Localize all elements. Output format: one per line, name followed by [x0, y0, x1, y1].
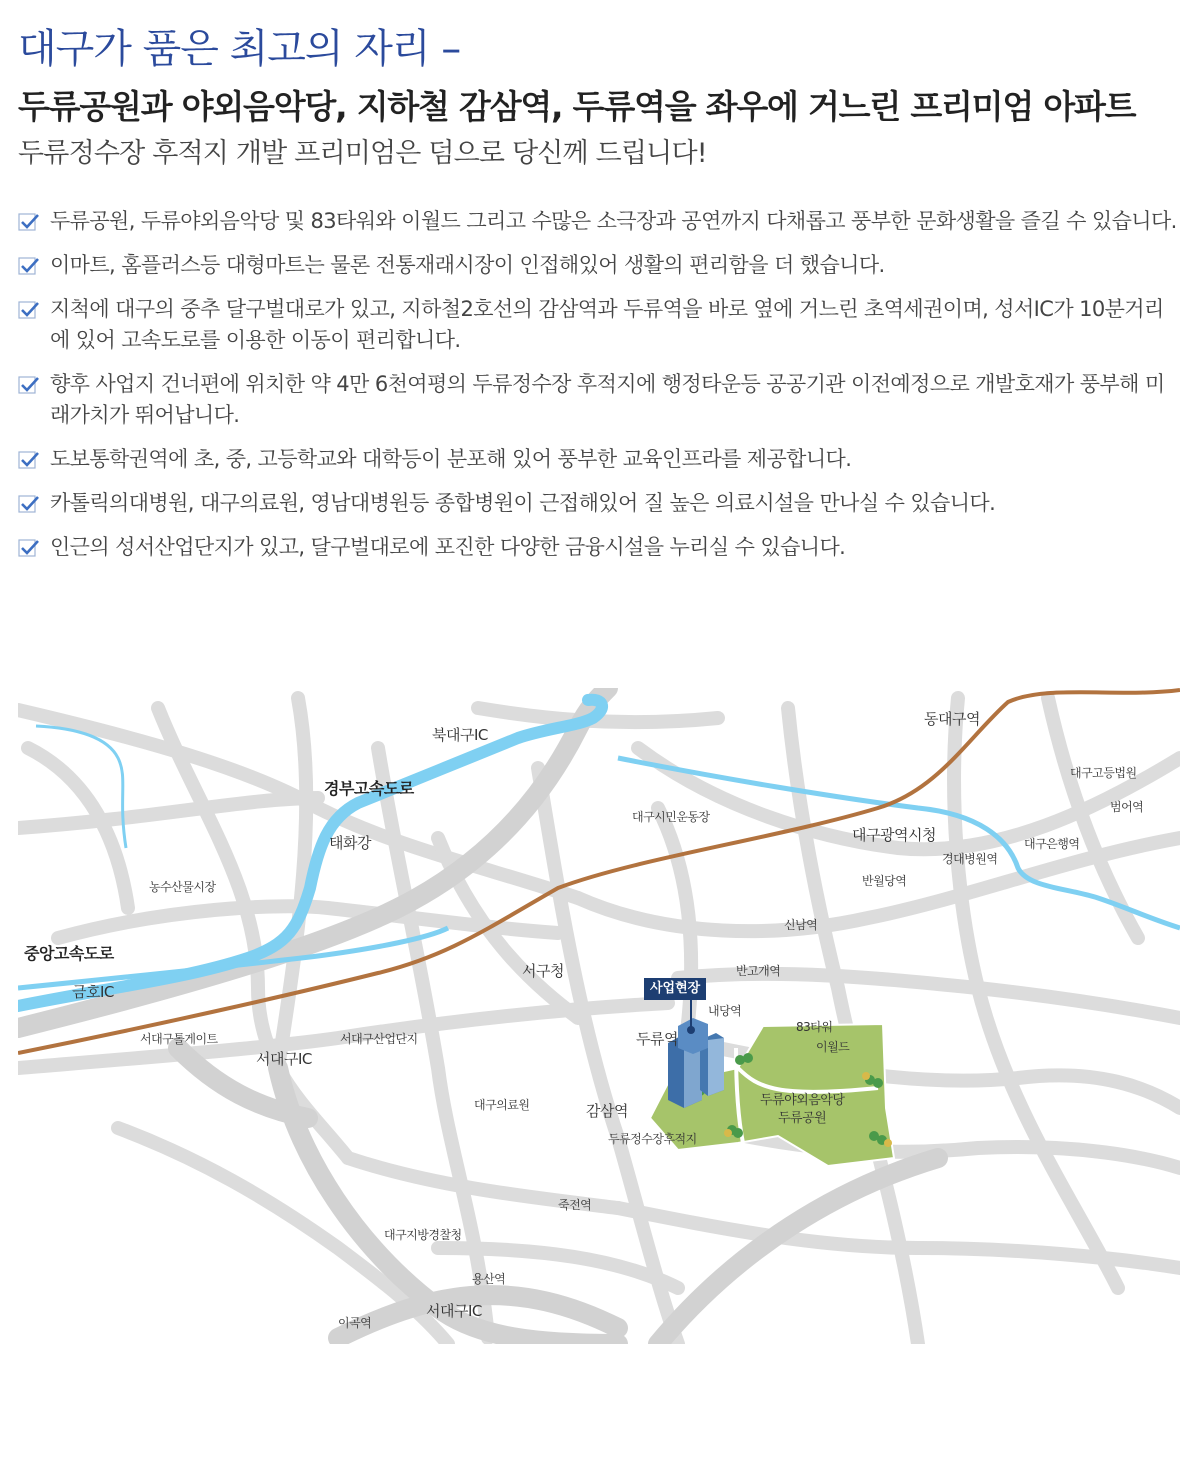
feature-text: 이마트, 홈플러스등 대형마트는 물론 전통재래시장이 인접해있어 생활의 편리함을 더 했습니다. [50, 253, 885, 277]
map-graphic [18, 688, 1180, 1344]
label-sinnam-station: 신남역 [784, 918, 818, 932]
label-jungang-expressway: 중앙고속도로 [24, 944, 114, 963]
label-gamsam-station: 감삼역 [586, 1102, 628, 1120]
check-icon [18, 539, 40, 557]
label-duryu-station: 두류역 [636, 1030, 678, 1048]
feature-list [18, 206, 1183, 576]
label-bango-station: 반고개역 [736, 964, 781, 978]
check-icon [18, 301, 40, 319]
label-banwoldang-station: 반월당역 [862, 874, 907, 888]
list-item [18, 444, 1183, 475]
check-icon [18, 376, 40, 394]
label-bukdaegu-ic: 북대구IC [432, 726, 488, 744]
feature-text: 지척에 대구의 중추 달구벌대로가 있고, 지하철2호선의 감삼역과 두류역을 바로 옆에 거느린 초역세권이며, 성서IC가 10분거리에 있어 고속도로를 이용한 이동이 편리합니다. [50, 297, 1164, 352]
label-taehwa-river: 태화강 [329, 834, 371, 852]
label-naedang-station: 내당역 [708, 1004, 742, 1018]
label-seodaegu-ic: 서대구IC [256, 1050, 312, 1068]
check-icon [18, 213, 40, 231]
label-water-plant-site: 두류정수장후적지 [608, 1132, 697, 1146]
check-icon [18, 257, 40, 275]
location-map [18, 688, 1180, 1344]
list-item [18, 488, 1183, 519]
feature-text: 향후 사업지 건너편에 위치한 약 4만 6천여평의 두류정수장 후적지에 행정타운등 공공기관 이전예정으로 개발호재가 풍부해 미래가치가 뛰어납니다. [50, 372, 1165, 427]
label-geumho-ic: 금호IC [72, 983, 114, 1001]
list-item [18, 206, 1183, 237]
label-yongsan-station: 용산역 [472, 1272, 506, 1286]
label-eworld: 이월드 [816, 1040, 850, 1054]
site-pin-icon [687, 1026, 695, 1034]
check-icon [18, 495, 40, 513]
feature-text: 카톨릭의대병원, 대구의료원, 영남대병원등 종합병원이 근접해있어 질 높은 의료시설을 만나실 수 있습니다. [50, 491, 996, 515]
label-dongdaegu-station: 동대구역 [924, 710, 980, 728]
label-beomeo-station: 범어역 [1110, 800, 1144, 814]
label-igok-station: 이곡역 [338, 1316, 372, 1330]
label-tollgate: 서대구톨게이트 [140, 1032, 218, 1046]
site-badge: 사업현장 [644, 978, 706, 1000]
subway-line [18, 690, 1180, 1053]
list-item [18, 294, 1183, 356]
check-icon [18, 451, 40, 469]
label-park-amphitheater: 두류야외음악당 [760, 1093, 845, 1108]
feature-text: 도보통학권역에 초, 중, 고등학교와 대학등이 분포해 있어 풍부한 교육인프라를 제공합니다. [50, 447, 852, 471]
feature-text: 두류공원, 두류야외음악당 및 83타워와 이월드 그리고 수많은 소극장과 공연까지 다채롭고 풍부한 문화생활을 즐길 수 있습니다. [50, 209, 1177, 233]
label-seodaegu-ic-south: 서대구IC [426, 1302, 482, 1320]
label-medical-center: 대구의료원 [474, 1098, 530, 1112]
page-tagline: 두류정수장 후적지 개발 프리미엄은 덤으로 당신께 드립니다! [18, 138, 707, 169]
list-item [18, 532, 1183, 563]
label-high-court: 대구고등법원 [1070, 766, 1137, 780]
label-bank-station: 대구은행역 [1024, 837, 1080, 851]
list-item [18, 250, 1183, 281]
label-duryu-park: 두류공원 [778, 1111, 827, 1126]
label-kyungdae-station: 경대병원역 [942, 852, 998, 866]
label-jukjeon-station: 죽전역 [558, 1198, 592, 1212]
label-market: 농수산물시장 [149, 880, 216, 894]
page-title: 대구가 품은 최고의 자리 – [18, 26, 461, 72]
label-gyeongbu-expressway: 경부고속도로 [324, 779, 414, 798]
label-industrial-complex: 서대구산업단지 [340, 1032, 418, 1046]
label-seogu-office: 서구청 [522, 962, 564, 980]
road-network [18, 698, 1180, 1344]
page-subtitle: 두류공원과 야외음악당, 지하철 감삼역, 두류역을 좌우에 거느린 프리미엄 아파트 [18, 87, 1136, 126]
header [18, 22, 1188, 174]
label-83-tower: 83타워 [796, 1020, 833, 1034]
label-city-hall: 대구광역시청 [852, 826, 936, 844]
label-stadium: 대구시민운동장 [632, 810, 710, 824]
list-item [18, 369, 1183, 431]
feature-text: 인근의 성서산업단지가 있고, 달구벌대로에 포진한 다양한 금융시설을 누리실 수 있습니다. [50, 535, 846, 559]
label-police-agency: 대구지방경찰청 [384, 1228, 462, 1242]
